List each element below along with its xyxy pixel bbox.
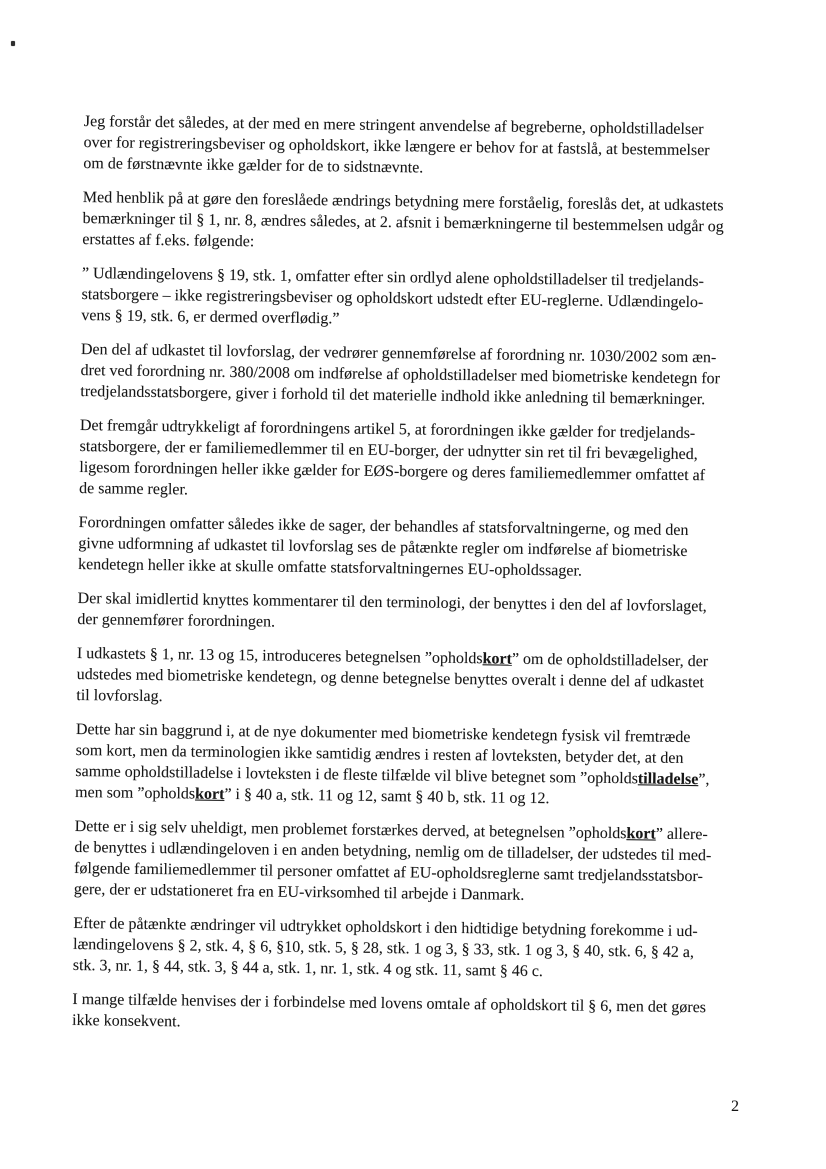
paragraph (77, 588, 777, 639)
text-line: ikke konsekvent. (71, 1011, 181, 1031)
text-line: bemærkninger til § 1, nr. 8, ændres således, at 2. afsnit i bemærkningerne til bestemmelsen udgår og (82, 209, 724, 236)
text-line: statsborgere, der er familiemedlemmer til en EU-borger, der udnytter sin ret til fri bevægelighed, (79, 437, 698, 464)
text-line: dret ved forordning nr. 380/2008 om indførelse af opholdstilladelser med biometriske kendetegn for (80, 361, 721, 388)
text-line: kendetegn heller ikke at skulle omfatte statsforvaltningernes EU-opholdssager. (77, 555, 582, 580)
text-line: Med henblik på at gøre den foreslåede ændrings betydning mere forståelig, foreslås det, at udkastets (82, 188, 724, 215)
paragraph (75, 719, 776, 812)
text-line: Det fremgår udtrykkeligt af forordningens artikel 5, at forordningen ikke gælder for tredjelands- (79, 416, 696, 443)
emphasized-term: tilladelse (637, 770, 699, 789)
emphasized-term: kort (482, 650, 513, 668)
text-line: de samme regler. (78, 479, 189, 499)
paragraph (82, 187, 783, 259)
paragraph (72, 989, 772, 1040)
text-line: Dette er i sig selv uheldigt, men problemet forstærkes derved, at betegnelsen ”opholdskort” allere- (74, 817, 708, 844)
text-line: erstattes af f.eks. følgende: (82, 230, 255, 251)
text-line: de benyttes i udlændingeloven i en anden betydning, nemlig om de tilladelser, der udstedes til med- (74, 838, 712, 865)
text-line: I mange tilfælde henvises der i forbindelse med lovens omtale af opholdskort til § 6, men det gøres (72, 990, 707, 1017)
text-line: følgende familiemedlemmer til personer omfattet af EU-opholdsreglerne samt tredjelandsstatsbor- (73, 859, 703, 886)
paragraph (73, 913, 774, 985)
paragraph (80, 339, 781, 411)
text-line: vens § 19, stk. 6, er dermed overflødig.” (81, 306, 340, 328)
text-line: ” Udlændingelovens § 19, stk. 1, omfatter efter sin ordlyd alene opholdstilladelser til tredjelands- (81, 264, 705, 291)
text-line: ligesom forordningen heller ikke gælder for EØS-borgere og deres familiemedlemmer omfattet af (79, 458, 706, 485)
text-line: givne udformning af udkastet til lovforslag ses de påtænkte regler om indførelse af biometriske (78, 534, 688, 560)
document-body (72, 111, 784, 1053)
paragraph (78, 512, 779, 584)
text-line: men som ”opholdskort” i § 40 a, stk. 11 og 12, samt § 40 b, stk. 11 og 12. (74, 783, 550, 808)
text-line: gere, der er udstationeret fra en EU-virksomhed til arbejde i Danmark. (73, 880, 525, 904)
text-line: der gennemfører forordningen. (77, 610, 276, 631)
emphasized-term: kort (626, 825, 656, 843)
text-line: lændingelovens § 2, stk. 4, § 6, §10, stk. 5, § 28, stk. 1 og 3, § 33, stk. 1 og 3, § 40, stk. 6, § 42 a, (72, 935, 695, 962)
page-number: 2 (731, 1098, 739, 1115)
text-line: samme opholdstilladelse i lovteksten i de fleste tilfælde vil blive betegnet som ”opholdstilladelse”, (75, 762, 710, 789)
text-line: Dette har sin baggrund i, at de nye dokumenter med biometriske kendetegn fysisk vil fremtræde (75, 720, 691, 746)
text-line: statsborgere – ikke registreringsbeviser og opholdskort udstedt efter EU-reglerne. Udlændingelo- (81, 285, 704, 312)
text-line: Forordningen omfatter således ikke de sager, der behandles af statsforvaltningerne, og med den (78, 513, 689, 539)
text-line: over for registreringsbeviser og opholdskort, ikke længere er behov for at fastslå, at bestemmelser (83, 133, 710, 160)
emphasized-term: kort (194, 785, 225, 803)
text-line: Efter de påtænkte ændringer vil udtrykket opholdskort i den hidtidige betydning forekomme i ud- (73, 914, 698, 941)
text-line: Der skal imidlertid knyttes kommentarer til den terminologi, der benyttes i den del af lovforslaget, (77, 589, 707, 616)
scan-speck-artifact (11, 41, 15, 46)
paragraph (83, 111, 784, 183)
text-line: som kort, men da terminologien ikke samtidig ændres i resten af lovteksten, betyder det, at den (75, 741, 684, 767)
text-line: Den del af udkastet til lovforslag, der vedrører gennemførelse af forordning nr. 1030/2002 som æn- (80, 340, 717, 367)
paragraph (76, 643, 777, 715)
text-line: I udkastets § 1, nr. 13 og 15, introduceres betegnelsen ”opholdskort” om de opholdstilladelser, der (76, 644, 709, 671)
paragraph (74, 816, 775, 909)
text-line: til lovforslag. (76, 686, 163, 706)
text-line: stk. 3, nr. 1, § 44, stk. 3, § 44 a, stk. 1, nr. 1, stk. 4 og stk. 11, samt § 46 c. (72, 956, 543, 981)
text-line: Jeg forstår det således, at der med en mere stringent anvendelse af begreberne, opholdstilladelser (83, 112, 704, 139)
paragraph (81, 263, 782, 335)
text-line: om de førstnævnte ikke gælder for de to sidstnævnte. (83, 154, 424, 177)
text-line: tredjelandsstatsborgere, giver i forhold til det materielle indhold ikke anledning til bemærkninger. (80, 382, 706, 409)
text-line: udstedes med biometriske kendetegn, og denne betegnelse benyttes overalt i denne del af udkastet (76, 665, 705, 692)
paragraph (79, 415, 780, 508)
